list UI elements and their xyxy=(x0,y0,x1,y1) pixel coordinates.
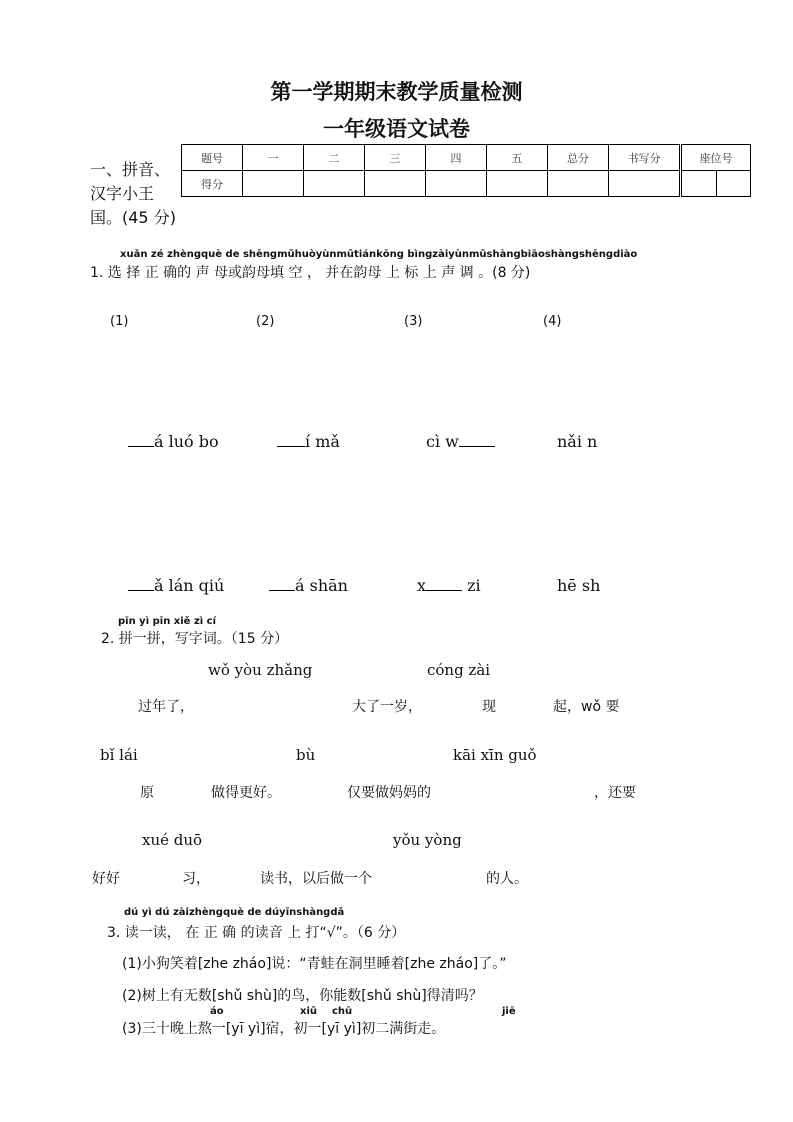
q1-item-number: (4) xyxy=(543,314,562,329)
q3-pinyin: dú yì dú zàizhèngquè de dúyīnshàngdǎ xyxy=(124,907,345,918)
answer-blank[interactable] xyxy=(128,576,154,591)
q3-annotation: chū xyxy=(332,1006,353,1017)
q1-item-number: (3) xyxy=(404,314,423,329)
q2-text: 的人。 xyxy=(486,871,528,887)
q3-annotation: áo xyxy=(210,1006,224,1017)
q2-pinyin-line: cóng zài xyxy=(427,661,491,679)
q1-answer-item xyxy=(426,432,495,451)
q2-pinyin-line: kāi xīn guǒ xyxy=(453,746,537,764)
table-cell: 得分 xyxy=(182,171,243,197)
pinyin-text: hē sh xyxy=(557,576,601,595)
q1-heading: 1. 选 择 正 确的 声 母或韵母填 空 ， 并在韵母 上 标 上 声 调 。(8 分) xyxy=(90,265,531,281)
score-input-cell[interactable] xyxy=(304,171,365,197)
answer-blank[interactable] xyxy=(277,432,305,447)
score-input-cell[interactable] xyxy=(243,171,304,197)
table-cell: 四 xyxy=(426,145,487,171)
answer-blank[interactable] xyxy=(426,576,462,591)
table-cell: 一 xyxy=(243,145,304,171)
table-cell: 总分 xyxy=(548,145,609,171)
q3-sentence: (2)树上有无数[shǔ shù]的鸟，你能数[shǔ shù]得清吗？ xyxy=(122,988,483,1004)
seat-number-cell[interactable] xyxy=(681,171,751,197)
score-table-header-row xyxy=(182,145,751,171)
q2-pinyin: pīn yì pīn xiě zì cí xyxy=(118,616,217,627)
q2-pinyin-line: xué duō xyxy=(142,831,203,849)
q2-heading: 2. 拼一拼，写字词。（15 分） xyxy=(101,631,289,647)
q3-heading: 3. 读一读， 在 正 确 的读音 上 打“√”。（6 分） xyxy=(107,925,406,941)
table-cell: 书写分 xyxy=(609,145,681,171)
pinyin-text: á shān xyxy=(295,576,348,595)
table-cell: 二 xyxy=(304,145,365,171)
table-cell: 三 xyxy=(365,145,426,171)
score-table xyxy=(181,144,751,197)
exam-title: 第一学期期末教学质量检测 xyxy=(270,80,523,104)
q1-answer-item xyxy=(269,576,348,595)
pinyin-text: á luó bo xyxy=(154,432,219,451)
q1-pinyin: xuǎn zé zhèngquè de shēngmǔhuòyùnmǔtiánkōng bìngzàiyùnmǔshàngbiāoshàngshēngdiào xyxy=(120,249,638,260)
answer-blank[interactable] xyxy=(459,432,495,447)
q2-text: 做得更好。 xyxy=(211,785,281,801)
score-input-cell[interactable] xyxy=(609,171,681,197)
answer-blank[interactable] xyxy=(269,576,295,591)
pinyin-text: nǎi n xyxy=(557,432,598,451)
table-cell: 五 xyxy=(487,145,548,171)
pinyin-text: x xyxy=(417,576,427,595)
q1-answer-item xyxy=(128,432,219,451)
q3-sentence: (3)三十晚上熬一[yī yì]宿，初一[yī yì]初二满街走。 xyxy=(122,1021,446,1037)
q2-text: 仅要做妈妈的 xyxy=(347,785,431,801)
q3-annotation: xiǔ xyxy=(300,1006,317,1017)
q2-text: 过年了， xyxy=(138,699,194,715)
table-cell: 座位号 xyxy=(681,145,751,171)
pinyin-text: cì w xyxy=(426,432,459,451)
q3-annotation: jiē xyxy=(502,1006,516,1017)
q2-text: 读书，以后做一个 xyxy=(260,871,372,887)
q2-text: 原 xyxy=(140,785,154,801)
q2-text: ，还要 xyxy=(594,785,636,801)
q2-pinyin-line: bǐ lái xyxy=(100,746,138,764)
q2-text: 习， xyxy=(182,871,210,887)
q1-item-number: (2) xyxy=(256,314,275,329)
q2-pinyin-line: bù xyxy=(296,746,316,764)
score-input-cell[interactable] xyxy=(365,171,426,197)
q2-text: 大了一岁， xyxy=(352,699,422,715)
section-heading: 一、拼音、汉字小王国。(45 分) xyxy=(90,160,176,227)
q2-text: 好好 xyxy=(92,871,120,887)
table-cell: 题号 xyxy=(182,145,243,171)
q1-item-number: (1) xyxy=(110,314,129,329)
q1-answer-item xyxy=(128,576,224,595)
score-input-cell[interactable] xyxy=(426,171,487,197)
score-input-cell[interactable] xyxy=(548,171,609,197)
q1-answer-item xyxy=(557,576,600,595)
q2-pinyin-line: yǒu yòng xyxy=(393,831,462,849)
q2-text: 起，wǒ 要 xyxy=(553,699,620,715)
q2-pinyin-line: wǒ yòu zhǎng xyxy=(208,661,313,679)
q2-text: 现 xyxy=(482,699,496,715)
exam-subtitle: 一年级语文试卷 xyxy=(323,117,470,141)
pinyin-text: zi xyxy=(462,576,481,595)
score-table-score-row xyxy=(182,171,751,197)
q3-sentence: (1)小狗笑着[zhe zháo]说：“青蛙在洞里睡着[zhe zháo]了。” xyxy=(122,956,507,972)
pinyin-text: í mǎ xyxy=(305,432,340,451)
q1-answer-item xyxy=(417,576,481,595)
answer-blank[interactable] xyxy=(128,432,154,447)
q1-answer-item xyxy=(557,432,597,451)
pinyin-text: ǎ lán qiú xyxy=(154,576,225,595)
q1-answer-item xyxy=(277,432,340,451)
score-input-cell[interactable] xyxy=(487,171,548,197)
